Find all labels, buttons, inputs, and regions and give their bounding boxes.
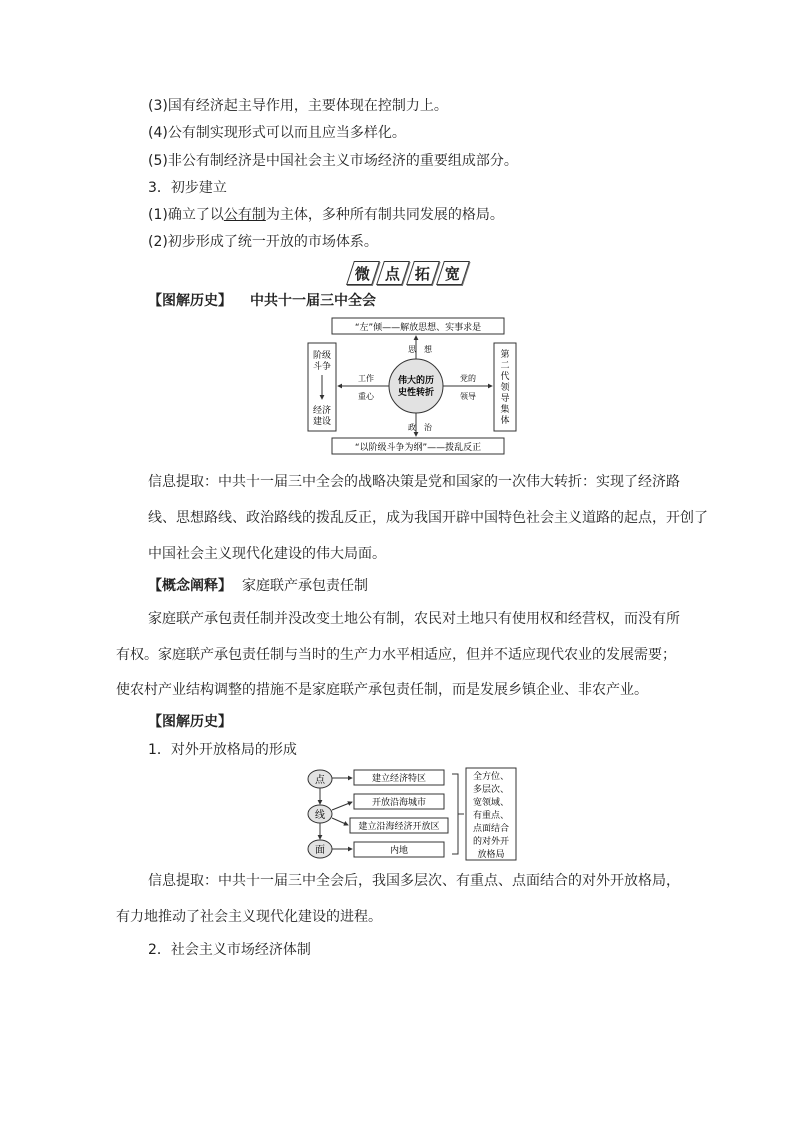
svg-text:第: 第: [500, 350, 510, 360]
text-item-market: (2)初步形成了统一开放的市场体系。: [148, 234, 378, 250]
concept-line-3: 使农村产业结构调整的措施不是家庭联产承包责任制，而是发展乡镇企业、非农产业。: [116, 682, 648, 698]
svg-text:集: 集: [500, 405, 510, 415]
svg-text:多层次、: 多层次、: [472, 785, 510, 795]
svg-text:宽领域、: 宽领域、: [472, 798, 510, 808]
center-circle: [389, 359, 443, 413]
svg-text:政 治: 政 治: [408, 423, 432, 432]
topic-tag: 【图解历史】: [148, 293, 232, 309]
svg-text:思 想: 思 想: [408, 345, 432, 354]
topic-tag: 【概念阐释】: [148, 578, 232, 594]
info2-line-1: 信息提取：中共十一届三中全会后，我国多层次、有重点、点面结合的对外开放格局，: [148, 873, 680, 889]
topic-heading-household: [148, 577, 368, 595]
info-line-3: 中国社会主义现代化建设的伟大局面。: [148, 546, 386, 562]
svg-text:点: 点: [315, 775, 325, 786]
svg-text:面: 面: [315, 845, 325, 856]
svg-text:建设: 建设: [312, 417, 332, 427]
text-item-established: [148, 206, 504, 224]
svg-text:史性转折: 史性转折: [397, 388, 435, 398]
svg-text:党的: 党的: [460, 374, 476, 383]
section-heading-initial: 3．初步建立: [148, 180, 227, 196]
svg-text:开放沿海城市: 开放沿海城市: [371, 798, 427, 808]
svg-text:内地: 内地: [389, 846, 409, 856]
banner-char: 微: [346, 261, 380, 285]
concept-line-1: 家庭联产承包责任制并没改变土地公有制，农民对土地只有使用权和经营权，而没有所: [148, 611, 680, 627]
svg-text:放格局: 放格局: [477, 850, 505, 860]
svg-text:点面结合: 点面结合: [472, 824, 510, 834]
diagram-third-plenum: [306, 315, 518, 457]
section-heading-market-economy: 2．社会主义市场经济体制: [148, 942, 311, 958]
topic-heading-opening: 【图解历史】: [148, 714, 232, 730]
svg-text:的对外开: 的对外开: [472, 837, 510, 847]
svg-text:重心: 重心: [358, 392, 374, 401]
topic-title: 家庭联产承包责任制: [242, 578, 368, 594]
banner-char: 点: [376, 261, 410, 285]
svg-text:建立沿海经济开放区: 建立沿海经济开放区: [358, 822, 440, 832]
svg-text:线: 线: [315, 810, 325, 821]
text-item-4: (4)公有制实现形式可以而且应当多样化。: [148, 125, 406, 141]
topic-heading-third-plenum: [148, 292, 376, 310]
section-banner: [350, 261, 470, 285]
banner-char: 拓: [406, 261, 440, 285]
banner-char: 宽: [436, 261, 470, 285]
concept-line-2: 有权。家庭联产承包责任制与当时的生产力水平相适应，但并不适应现代农业的发展需要；: [116, 647, 676, 663]
top-box-label: “左”倾——解放思想、实事求是: [354, 323, 482, 333]
svg-text:经济: 经济: [312, 406, 332, 416]
svg-text:伟大的历: 伟大的历: [397, 376, 435, 386]
item1-underlined: 公有制: [223, 207, 266, 223]
bottom-box-label: “以阶级斗争为纲”——拨乱反正: [354, 443, 482, 453]
svg-text:斗争: 斗争: [312, 362, 332, 372]
svg-text:代: 代: [500, 372, 510, 382]
svg-text:领导: 领导: [460, 392, 476, 401]
item1-pre: (1)确立了以: [148, 207, 224, 223]
info-line-2: 线、思想路线、政治路线的拨乱反正，成为我国开辟中国特色社会主义道路的起点，开创了: [148, 510, 708, 526]
svg-text:领: 领: [500, 383, 510, 393]
info-line-1: 信息提取：中共十一届三中全会的战略决策是党和国家的一次伟大转折：实现了经济路: [148, 474, 680, 490]
diagram-opening-pattern: [304, 766, 518, 862]
subheading-opening-pattern: 1．对外开放格局的形成: [148, 742, 297, 758]
svg-text:有重点、: 有重点、: [472, 811, 510, 821]
info2-line-2: 有力地推动了社会主义现代化建设的进程。: [116, 909, 382, 925]
item1-post: 为主体，多种所有制共同发展的格局。: [265, 207, 504, 223]
svg-text:导: 导: [500, 394, 510, 404]
svg-text:阶级: 阶级: [312, 351, 332, 361]
svg-text:二: 二: [500, 361, 510, 371]
svg-text:工作: 工作: [358, 374, 374, 383]
topic-title: 中共十一届三中全会: [250, 293, 376, 309]
bracket: [452, 774, 458, 854]
svg-text:全方位、: 全方位、: [472, 772, 510, 782]
svg-text:建立经济特区: 建立经济特区: [371, 774, 427, 784]
svg-text:体: 体: [500, 416, 510, 426]
text-item-5: (5)非公有制经济是中国社会主义市场经济的重要组成部分。: [148, 153, 518, 169]
text-item-3: (3)国有经济起主导作用，主要体现在控制力上。: [148, 98, 448, 114]
